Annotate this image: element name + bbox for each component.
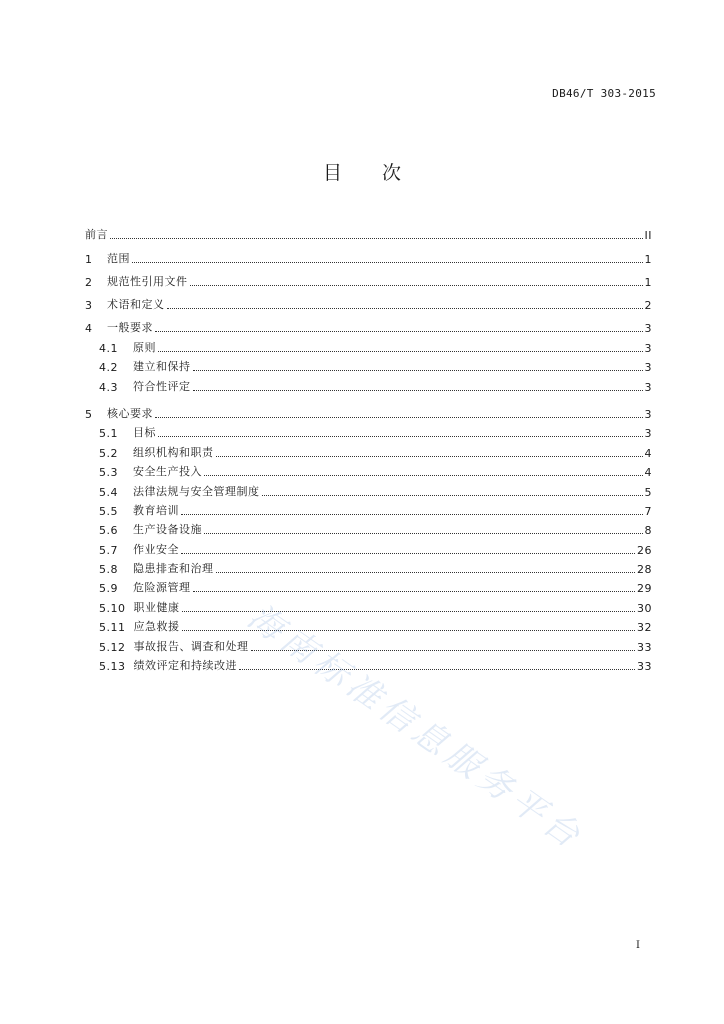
toc-dot-leader bbox=[155, 331, 643, 332]
toc-entry-number: 5.11 bbox=[99, 621, 126, 635]
toc-dot-leader bbox=[216, 572, 636, 573]
toc-entry-label: 法律法规与安全管理制度 bbox=[133, 484, 260, 498]
toc-entry[interactable] bbox=[85, 440, 652, 459]
toc-entry-number: 1 bbox=[85, 252, 93, 266]
toc-entry[interactable] bbox=[85, 518, 652, 537]
toc-dot-leader bbox=[216, 456, 643, 457]
toc-entry[interactable] bbox=[85, 398, 652, 421]
toc-entry-number: 5.6 bbox=[99, 524, 118, 538]
toc-entry-number: 5.3 bbox=[99, 466, 118, 480]
toc-entry-number: 5.5 bbox=[99, 504, 118, 518]
toc-entry-page: 7 bbox=[644, 504, 652, 518]
toc-entry-label: 原则 bbox=[133, 340, 156, 354]
toc-entry-page: 33 bbox=[637, 640, 652, 654]
toc-entry[interactable] bbox=[85, 615, 652, 634]
toc-entry-number: 5 bbox=[85, 407, 93, 421]
toc-dot-leader bbox=[132, 262, 643, 263]
toc-entry-page: 28 bbox=[637, 563, 652, 577]
toc-entry-page: 2 bbox=[644, 299, 652, 313]
toc-entry-number: 5.13 bbox=[99, 660, 126, 674]
toc-entry-page: II bbox=[644, 229, 652, 243]
toc-dot-leader bbox=[193, 370, 643, 371]
toc-entry-label: 安全生产投入 bbox=[133, 465, 202, 479]
toc-title-char-2: 次 bbox=[382, 162, 402, 184]
toc-dot-leader bbox=[155, 417, 643, 418]
toc-entry[interactable] bbox=[85, 219, 652, 242]
toc-entry-label: 职业健康 bbox=[133, 600, 180, 614]
toc-entry-label: 符合性评定 bbox=[133, 379, 191, 393]
toc-entry-label: 核心要求 bbox=[107, 406, 153, 420]
toc-entry[interactable] bbox=[85, 634, 652, 653]
toc-entry-label: 目标 bbox=[133, 426, 156, 440]
toc-entry-label: 教育培训 bbox=[133, 503, 179, 517]
watermark: 海南标准信息服务平台 bbox=[240, 596, 592, 859]
toc-entry-page: 3 bbox=[644, 427, 652, 441]
toc-entry-number: 4.1 bbox=[99, 341, 118, 355]
toc-entry[interactable] bbox=[85, 595, 652, 614]
toc-entry-number: 2 bbox=[85, 275, 93, 289]
toc-entry-label: 组织机构和职责 bbox=[133, 445, 214, 459]
toc-entry-page: 26 bbox=[637, 543, 652, 557]
toc-entry-number: 3 bbox=[85, 299, 93, 313]
toc-dot-leader bbox=[182, 630, 636, 631]
toc-entry[interactable] bbox=[85, 421, 652, 440]
toc-title-char-1: 目 bbox=[322, 162, 342, 184]
toc-entry[interactable] bbox=[85, 557, 652, 576]
toc-entry-label: 危险源管理 bbox=[133, 581, 191, 595]
toc-entry-label: 一般要求 bbox=[107, 321, 153, 335]
toc-dot-leader bbox=[262, 495, 643, 496]
toc-entry-page: 3 bbox=[644, 322, 652, 336]
toc-entry[interactable] bbox=[85, 355, 652, 374]
page-number: I bbox=[636, 940, 640, 951]
toc-entry-page: 1 bbox=[644, 275, 652, 289]
toc-dot-leader bbox=[193, 390, 643, 391]
toc-title bbox=[0, 158, 724, 185]
toc-entry-label: 作业安全 bbox=[133, 542, 179, 556]
toc-entry[interactable] bbox=[85, 654, 652, 673]
toc-entry-page: 3 bbox=[644, 380, 652, 394]
toc-entry[interactable] bbox=[85, 499, 652, 518]
toc-entry-page: 3 bbox=[644, 407, 652, 421]
toc-entry-label: 前言 bbox=[85, 228, 108, 242]
toc-entry-page: 33 bbox=[637, 660, 652, 674]
toc-dot-leader bbox=[190, 285, 643, 286]
toc-entry-number: 4 bbox=[85, 322, 93, 336]
toc-dot-leader bbox=[158, 436, 643, 437]
toc-entry[interactable] bbox=[85, 266, 652, 289]
toc-dot-leader bbox=[158, 351, 643, 352]
toc-entry[interactable] bbox=[85, 537, 652, 556]
toc-entry[interactable] bbox=[85, 374, 652, 393]
toc-entry-number: 4.3 bbox=[99, 380, 118, 394]
toc-entry-page: 30 bbox=[637, 601, 652, 615]
toc-entry-page: 8 bbox=[644, 524, 652, 538]
toc-entry[interactable] bbox=[85, 479, 652, 498]
toc-dot-leader bbox=[110, 238, 643, 239]
toc-entry-label: 应急救援 bbox=[133, 620, 180, 634]
toc-entry-page: 4 bbox=[644, 446, 652, 460]
toc-entry-page: 4 bbox=[644, 466, 652, 480]
toc-dot-leader bbox=[181, 514, 643, 515]
toc-entry-page: 3 bbox=[644, 341, 652, 355]
toc-dot-leader bbox=[239, 669, 635, 670]
toc-entry-number: 5.8 bbox=[99, 563, 118, 577]
toc-entry-label: 隐患排查和治理 bbox=[133, 562, 214, 576]
toc-entry-label: 建立和保持 bbox=[133, 360, 191, 374]
toc-entry-number: 5.12 bbox=[99, 640, 126, 654]
toc-entry-label: 术语和定义 bbox=[107, 298, 165, 312]
toc-entry[interactable] bbox=[85, 335, 652, 354]
toc-entry[interactable] bbox=[85, 460, 652, 479]
toc-dot-leader bbox=[182, 611, 636, 612]
toc-entry[interactable] bbox=[85, 576, 652, 595]
toc-entry-number: 5.7 bbox=[99, 543, 118, 557]
toc-entry-number: 5.1 bbox=[99, 427, 118, 441]
toc-dot-leader bbox=[181, 553, 635, 554]
toc-entry-page: 29 bbox=[637, 582, 652, 596]
toc-entry-label: 范围 bbox=[107, 251, 130, 265]
toc-entry-page: 5 bbox=[644, 485, 652, 499]
toc-dot-leader bbox=[167, 308, 643, 309]
toc-entry[interactable] bbox=[85, 242, 652, 265]
toc-entry-label: 绩效评定和持续改进 bbox=[133, 659, 237, 673]
toc-entry-page: 1 bbox=[644, 252, 652, 266]
toc-entry-label: 生产设备设施 bbox=[133, 523, 202, 537]
toc-entry-number: 5.10 bbox=[99, 601, 126, 615]
toc-entry-page: 3 bbox=[644, 361, 652, 375]
toc-entry-number: 4.2 bbox=[99, 361, 118, 375]
standard-code: DB46/T 303-2015 bbox=[552, 87, 656, 100]
toc-entry-page: 32 bbox=[637, 621, 652, 635]
table-of-contents bbox=[85, 219, 652, 673]
toc-dot-leader bbox=[204, 475, 643, 476]
toc-entry-number: 5.9 bbox=[99, 582, 118, 596]
toc-entry[interactable] bbox=[85, 312, 652, 335]
toc-entry-label: 规范性引用文件 bbox=[107, 274, 188, 288]
toc-entry[interactable] bbox=[85, 289, 652, 312]
toc-entry-number: 5.2 bbox=[99, 446, 118, 460]
toc-dot-leader bbox=[204, 533, 643, 534]
toc-dot-leader bbox=[251, 650, 636, 651]
toc-dot-leader bbox=[193, 591, 636, 592]
toc-entry-number: 5.4 bbox=[99, 485, 118, 499]
toc-entry-label: 事故报告、调查和处理 bbox=[133, 639, 249, 653]
